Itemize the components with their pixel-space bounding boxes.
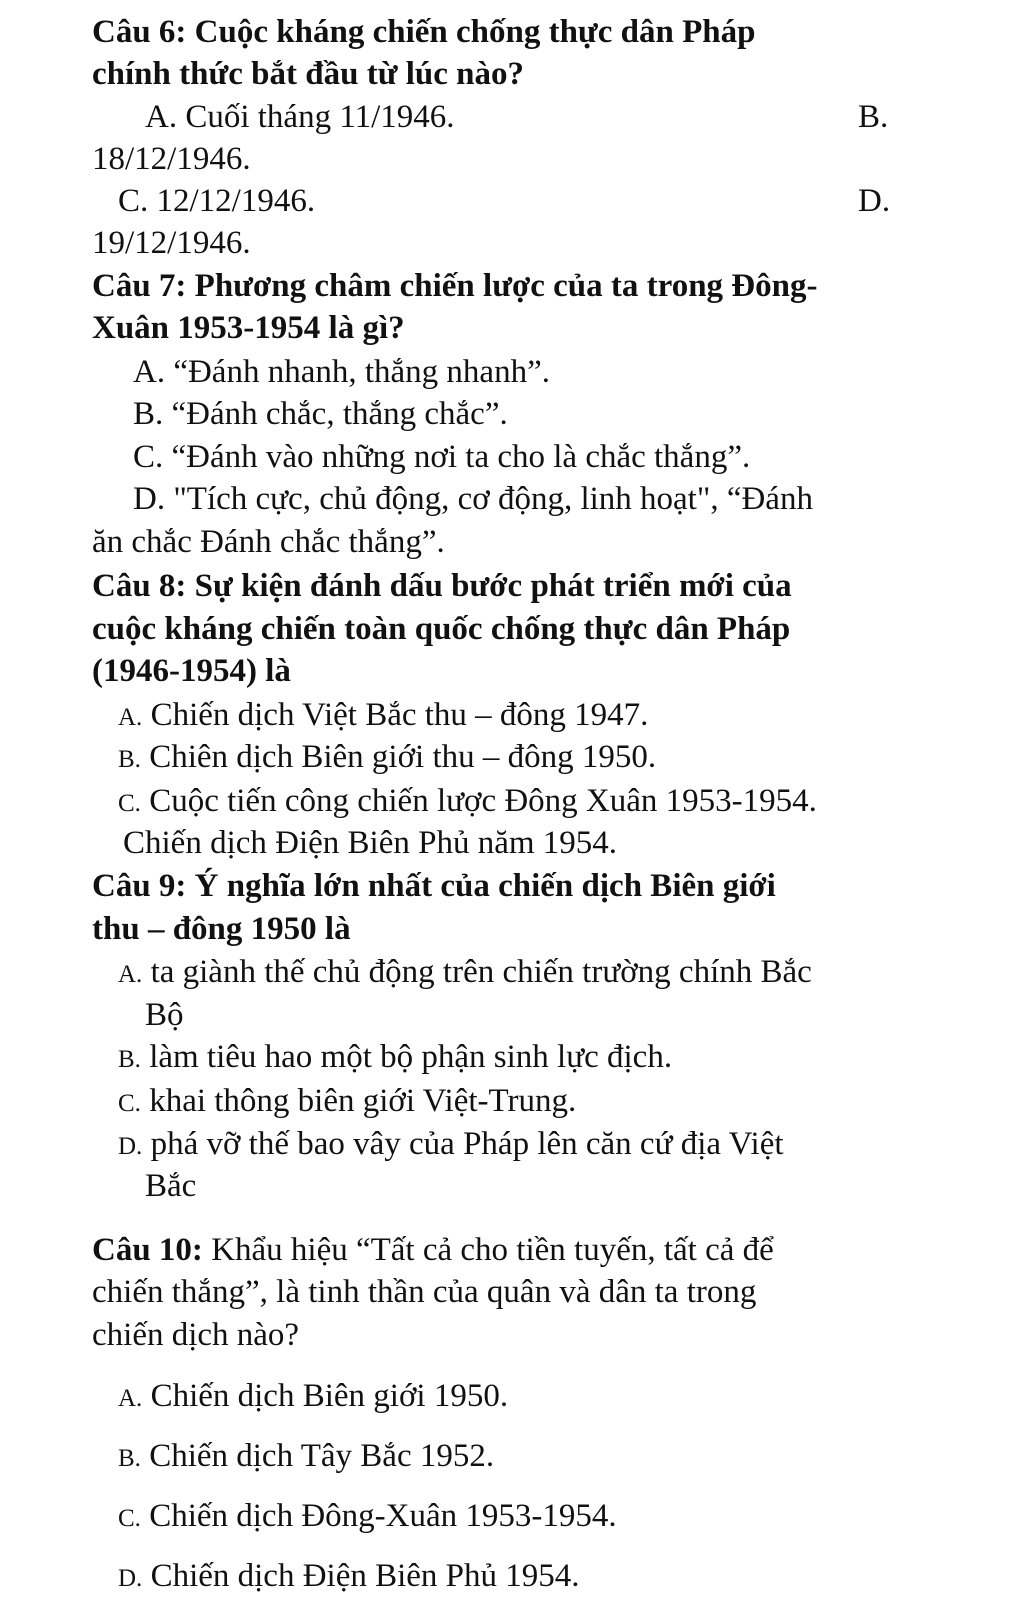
question-10-title-line2: chiến thắng”, là tinh thần của quân và dân ta trong xyxy=(92,1274,757,1310)
option-label: A. xyxy=(118,961,143,988)
question-10-option-b xyxy=(118,1436,494,1479)
option-text: Cuộc tiến công chiến lược Đông Xuân 1953-1954. xyxy=(149,783,817,819)
option-label: A. xyxy=(118,1385,143,1412)
question-10-option-c xyxy=(118,1496,617,1539)
option-text: Chiến dịch Điện Biên Phủ 1954. xyxy=(150,1558,580,1594)
question-6-option-b-value: 18/12/1946. xyxy=(92,141,251,177)
question-10-title-text: Khẩu hiệu “Tất cả cho tiền tuyến, tất cả để xyxy=(202,1232,774,1268)
option-text: Chiến dịch Việt Bắc thu – đông 1947. xyxy=(150,697,649,733)
question-7-option-a: A. “Đánh nhanh, thắng nhanh”. xyxy=(133,354,550,390)
question-8-title-line3: (1946-1954) là xyxy=(92,653,291,689)
question-9-option-b xyxy=(118,1037,672,1080)
question-8-title-line1: Câu 8: Sự kiện đánh dấu bước phát triển mới của xyxy=(92,568,792,604)
option-label: B. xyxy=(118,1445,141,1472)
option-label: A. xyxy=(118,704,143,731)
question-7-title-line1: Câu 7: Phương châm chiến lược của ta trong Đông- xyxy=(92,268,818,304)
question-8-option-d: Chiến dịch Điện Biên Phủ năm 1954. xyxy=(123,825,618,861)
question-9-option-a-line2: Bộ xyxy=(145,997,184,1033)
question-10-option-d xyxy=(118,1556,580,1599)
question-9-option-d-line1 xyxy=(118,1124,784,1167)
question-8-option-a xyxy=(118,695,648,738)
option-text: Chiến dịch Đông-Xuân 1953-1954. xyxy=(149,1498,617,1534)
option-text: phá vỡ thế bao vây của Pháp lên căn cứ địa Việt xyxy=(150,1126,784,1162)
option-text: Chiên dịch Biên giới thu – đông 1950. xyxy=(149,739,657,775)
option-label: B. xyxy=(118,746,141,773)
question-6-option-d-label: D. xyxy=(858,183,891,219)
option-text: Chiến dịch Biên giới 1950. xyxy=(150,1378,509,1414)
question-9-option-d-line2: Bắc xyxy=(145,1168,197,1204)
question-6-title-line2: chính thức bắt đầu từ lúc nào? xyxy=(92,56,525,92)
question-9-title-line2: thu – đông 1950 là xyxy=(92,911,351,947)
question-8-option-c xyxy=(118,781,817,824)
option-label: D. xyxy=(118,1565,143,1592)
question-10-option-a xyxy=(118,1376,508,1419)
question-10-title-line3: chiến dịch nào? xyxy=(92,1317,300,1353)
question-7-option-d-line1: D. "Tích cực, chủ động, cơ động, linh hoạt", “Đánh xyxy=(133,481,813,517)
question-9-option-a-line1 xyxy=(118,952,812,995)
question-6-option-c: C. 12/12/1946. xyxy=(118,183,316,219)
question-9-option-c xyxy=(118,1081,576,1124)
option-label: D. xyxy=(118,1133,143,1160)
question-6-option-d-value: 19/12/1946. xyxy=(92,225,251,261)
question-7-title-line2: Xuân 1953-1954 là gì? xyxy=(92,310,405,346)
option-label: C. xyxy=(118,790,141,817)
question-9-title-line1: Câu 9: Ý nghĩa lớn nhất của chiến dịch Biên giới xyxy=(92,868,776,904)
option-label: C. xyxy=(118,1090,141,1117)
question-10-label: Câu 10: xyxy=(92,1232,203,1268)
question-7-option-b: B. “Đánh chắc, thắng chắc”. xyxy=(133,396,508,432)
option-label: B. xyxy=(118,1046,141,1073)
question-6-option-b-label: B. xyxy=(858,99,889,135)
question-6-option-a: A. Cuối tháng 11/1946. xyxy=(145,99,455,135)
question-7-option-c: C. “Đánh vào những nơi ta cho là chắc thắng”. xyxy=(133,439,751,475)
option-label: C. xyxy=(118,1505,141,1532)
question-8-title-line2: cuộc kháng chiến toàn quốc chống thực dân Pháp xyxy=(92,611,791,647)
question-10-title-line1 xyxy=(92,1230,774,1270)
option-text: Chiến dịch Tây Bắc 1952. xyxy=(149,1438,495,1474)
option-text: ta giành thế chủ động trên chiến trường chính Bắc xyxy=(150,954,812,990)
question-6-title-line1: Câu 6: Cuộc kháng chiến chống thực dân Pháp xyxy=(92,14,756,50)
option-text: làm tiêu hao một bộ phận sinh lực địch. xyxy=(149,1039,673,1075)
option-text: khai thông biên giới Việt-Trung. xyxy=(149,1083,577,1119)
question-7-option-d-line2: ăn chắc Đánh chắc thắng”. xyxy=(92,524,445,560)
question-8-option-b xyxy=(118,737,656,780)
